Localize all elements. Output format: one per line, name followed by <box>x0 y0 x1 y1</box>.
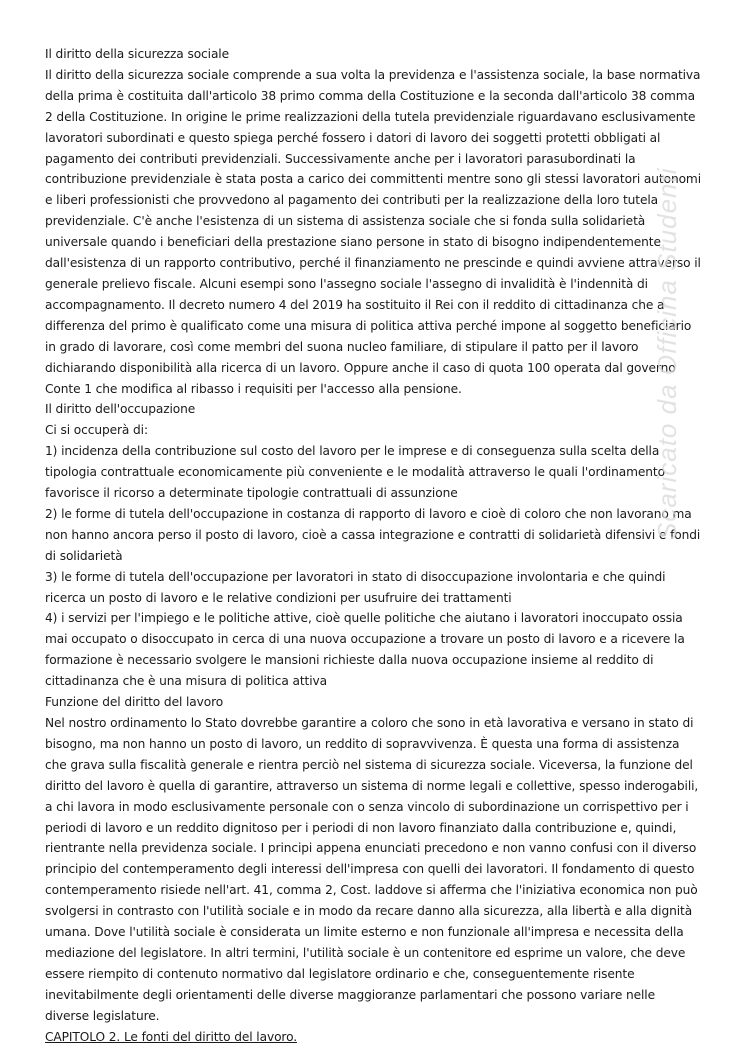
section-body-funzione: Nel nostro ordinamento lo Stato dovrebbe garantire a coloro che sono in età lavorativa e versano in stato di bisogno, ma non hanno un posto di lavoro, un reddito di sopravvivenza. È questa una forma di assistenza che grava sulla fiscalità generale e rientra perciò nel sistema di sicurezza sociale. Viceversa, la funzione del diritto del lavoro è quella di garantire, attraverso un sistema di norme legali e collettive, spesso inderogabili, a chi lavora in modo esclusivamente personale con o senza vincolo di subordinazione un corrispettivo per i periodi di lavoro e un reddito dignitoso per i periodi di non lavoro finanziato dalla contribuzione e, quindi, rientrante nella previdenza sociale. I principi appena enunciati precedono e non vanno confusi con il diverso principio del contemperamento degli interessi dell'impresa con quelli dei lavoratori. Il fondamento di questo contemperamento risiede nell'art. 41, comma 2, Cost. laddove si afferma che l'iniziativa economica non può svolgersi in contrasto con l'utilità sociale e in modo da recare danno alla sicurezza, alla libertà e alla dignità umana. Dove l'utilità sociale è considerata un limite esterno e non funzionale all'impresa e necessita della mediazione del legislatore. In altri termini, l'utilità sociale è un contenitore ed esprime un valore, che deve essere riempito di contenuto normativo dal legislatore ordinario e che, conseguentemente risente inevitabilmente degli orientamenti delle diverse maggioranze parlamentari che possono variare nelle diverse legislature. <box>45 716 699 1023</box>
section-title-occupazione: Il diritto dell'occupazione <box>45 402 196 417</box>
section-body-sicurezza-sociale: Il diritto della sicurezza sociale comprende a sua volta la previdenza e l'assistenza sociale, la base normativa della prima è costituita dall'articolo 38 primo comma della Costituzione e la seconda dall'articolo 38 comma 2 della Costituzione. In origine le prime realizzazioni della tutela previdenziale riguardavano esclusivamente lavoratori subordinati e questo spiega perché fossero i datori di lavoro dei soggetti protetti obbligati al pagamento dei contributi previdenziali. Successivamente anche per i lavoratori parasubordinati la contribuzione previdenziale è stata posta a carico dei committenti mentre sono gli stessi lavoratori autonomi e liberi professionisti che provvedono al pagamento dei contributi per la realizzazione della loro tutela previdenziale. C'è anche l'esistenza di un sistema di assistenza sociale che si fonda sulla solidarietà universale quando i beneficiari della prestazione siano persone in stato di bisogno indipendentemente dall'esistenza di un rapporto contributivo, perché il finanziamento ne prescinde e quindi avviene attraverso il generale prelievo fiscale. Alcuni esempi sono l'assegno sociale l'assegno di invalidità è l'indennità di accompagnamento. Il decreto numero 4 del 2019 ha sostituito il Rei con il reddito di cittadinanza che a differenza del primo è qualificato come una misura di politica attiva perché impone al soggetto beneficiario in grado di lavorare, così come membri del suona nucleo familiare, di stipulare il patto per il lavoro dichiarando disponibilità alla ricerca di un lavoro. Oppure anche il caso di quota 100 operata dal governo Conte 1 che modifica al ribasso i requisiti per l'accesso alla pensione. <box>45 67 701 396</box>
list-item: 2) le forme di tutela dell'occupazione in costanza di rapporto di lavoro e cioè di coloro che non lavorano ma non hanno ancora perso il posto di lavoro, cioè a cassa integrazione e contratti di solidarietà difensivi e fondi di solidarietà <box>45 506 701 563</box>
section-title-funzione: Funzione del diritto del lavoro <box>45 695 224 710</box>
chapter-link[interactable]: CAPITOLO 2. Le fonti del diritto del lavoro. <box>45 1029 297 1044</box>
section-title-sicurezza-sociale: Il diritto della sicurezza sociale <box>45 47 229 61</box>
watermark: Scaricato da Officina Studenti <box>652 167 682 540</box>
list-item: 3) le forme di tutela dell'occupazione per lavoratori in stato di disoccupazione involontaria e che quindi ricerca un posto di lavoro e le relative condizioni per usufruire dei trattamenti <box>45 569 666 605</box>
section-intro-occupazione: Ci si occuperà di: <box>45 423 148 438</box>
list-item: 1) incidenza della contribuzione sul costo del lavoro per le imprese e di conseguenza sulla scelta della tipologia contrattuale economicamente più conveniente e le modalità attraverso le quali l'ordinamento favorisce il ricorso a determinate tipologie contrattuali di assunzione <box>45 444 665 501</box>
document-page <box>45 44 701 1048</box>
list-item: 4) i servizi per l'impiego e le politiche attive, cioè quelle politiche che aiutano i lavoratori inoccupato ossia mai occupato o disoccupato in cerca di una nuova occupazione a trovare un posto di lavoro e a ricevere la formazione è necessario svolgere le mansioni richieste dalla nuova occupazione insieme al reddito di cittadinanza che è una misura di politica attiva <box>45 611 685 689</box>
